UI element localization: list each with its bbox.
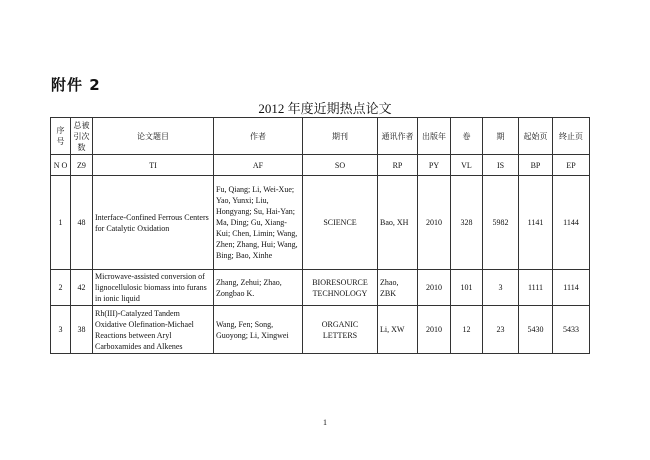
cell-so: BIORESOURCE TECHNOLOGY <box>303 270 378 306</box>
cell-z9: 42 <box>71 270 93 306</box>
cell-rp: Zhao, ZBK <box>378 270 418 306</box>
cell-af: Wang, Fen; Song, Guoyong; Li, Xingwei <box>214 306 303 354</box>
cell-ep: 1114 <box>553 270 590 306</box>
cell-ti: Interface-Confined Ferrous Centers for Catalytic Oxidation <box>93 176 214 270</box>
table-title: 2012 年度近期热点论文 <box>258 101 392 116</box>
code-no: N O <box>51 155 71 176</box>
code-z9: Z9 <box>71 155 93 176</box>
header-af: 作者 <box>214 118 303 155</box>
cell-rp: Li, XW <box>378 306 418 354</box>
cell-no: 1 <box>51 176 71 270</box>
cell-py: 2010 <box>418 176 451 270</box>
code-so: SO <box>303 155 378 176</box>
cell-bp: 1141 <box>519 176 553 270</box>
cell-py: 2010 <box>418 270 451 306</box>
cell-vl: 101 <box>451 270 483 306</box>
cell-is: 5982 <box>483 176 519 270</box>
header-ti: 论文题目 <box>93 118 214 155</box>
code-af: AF <box>214 155 303 176</box>
header-is: 期 <box>483 118 519 155</box>
table-row <box>51 306 590 354</box>
cell-vl: 12 <box>451 306 483 354</box>
cell-bp: 1111 <box>519 270 553 306</box>
header-so: 期刊 <box>303 118 378 155</box>
header-z9: 总被引次数 <box>71 118 93 155</box>
cell-so: ORGANIC LETTERS <box>303 306 378 354</box>
header-rp: 通讯作者 <box>378 118 418 155</box>
cell-ti: Microwave-assisted conversion of lignocellulosic biomass into furans in ionic liquid <box>93 270 214 306</box>
cell-no: 3 <box>51 306 71 354</box>
code-ti: TI <box>93 155 214 176</box>
code-row <box>51 155 590 176</box>
cell-ti: Rh(III)-Catalyzed Tandem Oxidative Olefination-Michael Reactions between Aryl Carboxamides and Alkenes <box>93 306 214 354</box>
cell-z9: 48 <box>71 176 93 270</box>
cell-py: 2010 <box>418 306 451 354</box>
cell-so: SCIENCE <box>303 176 378 270</box>
table-row <box>51 270 590 306</box>
table-row <box>51 176 590 270</box>
page-number: 1 <box>323 418 327 427</box>
code-is: IS <box>483 155 519 176</box>
header-vl: 卷 <box>451 118 483 155</box>
cell-vl: 328 <box>451 176 483 270</box>
code-rp: RP <box>378 155 418 176</box>
header-py: 出版年 <box>418 118 451 155</box>
attachment-label: 附件 2 <box>51 76 101 94</box>
code-py: PY <box>418 155 451 176</box>
code-vl: VL <box>451 155 483 176</box>
cell-ep: 5433 <box>553 306 590 354</box>
cell-is: 3 <box>483 270 519 306</box>
header-ep: 终止页 <box>553 118 590 155</box>
cell-rp: Bao, XH <box>378 176 418 270</box>
code-ep: EP <box>553 155 590 176</box>
hot-papers-table <box>50 117 590 354</box>
cell-no: 2 <box>51 270 71 306</box>
cell-z9: 38 <box>71 306 93 354</box>
cell-af: Fu, Qiang; Li, Wei-Xue; Yao, Yunxi; Liu, Hongyang; Su, Hai-Yan; Ma, Ding; Gu, Xiang-Kui; Chen, Limin; Wang, Zhen; Zhang, Hui; Wang, Bing; Bao, Xinhe <box>214 176 303 270</box>
header-row <box>51 118 590 155</box>
cell-af: Zhang, Zehui; Zhao, Zongbao K. <box>214 270 303 306</box>
header-no: 序号 <box>51 118 71 155</box>
cell-is: 23 <box>483 306 519 354</box>
cell-ep: 1144 <box>553 176 590 270</box>
code-bp: BP <box>519 155 553 176</box>
header-bp: 起始页 <box>519 118 553 155</box>
cell-bp: 5430 <box>519 306 553 354</box>
